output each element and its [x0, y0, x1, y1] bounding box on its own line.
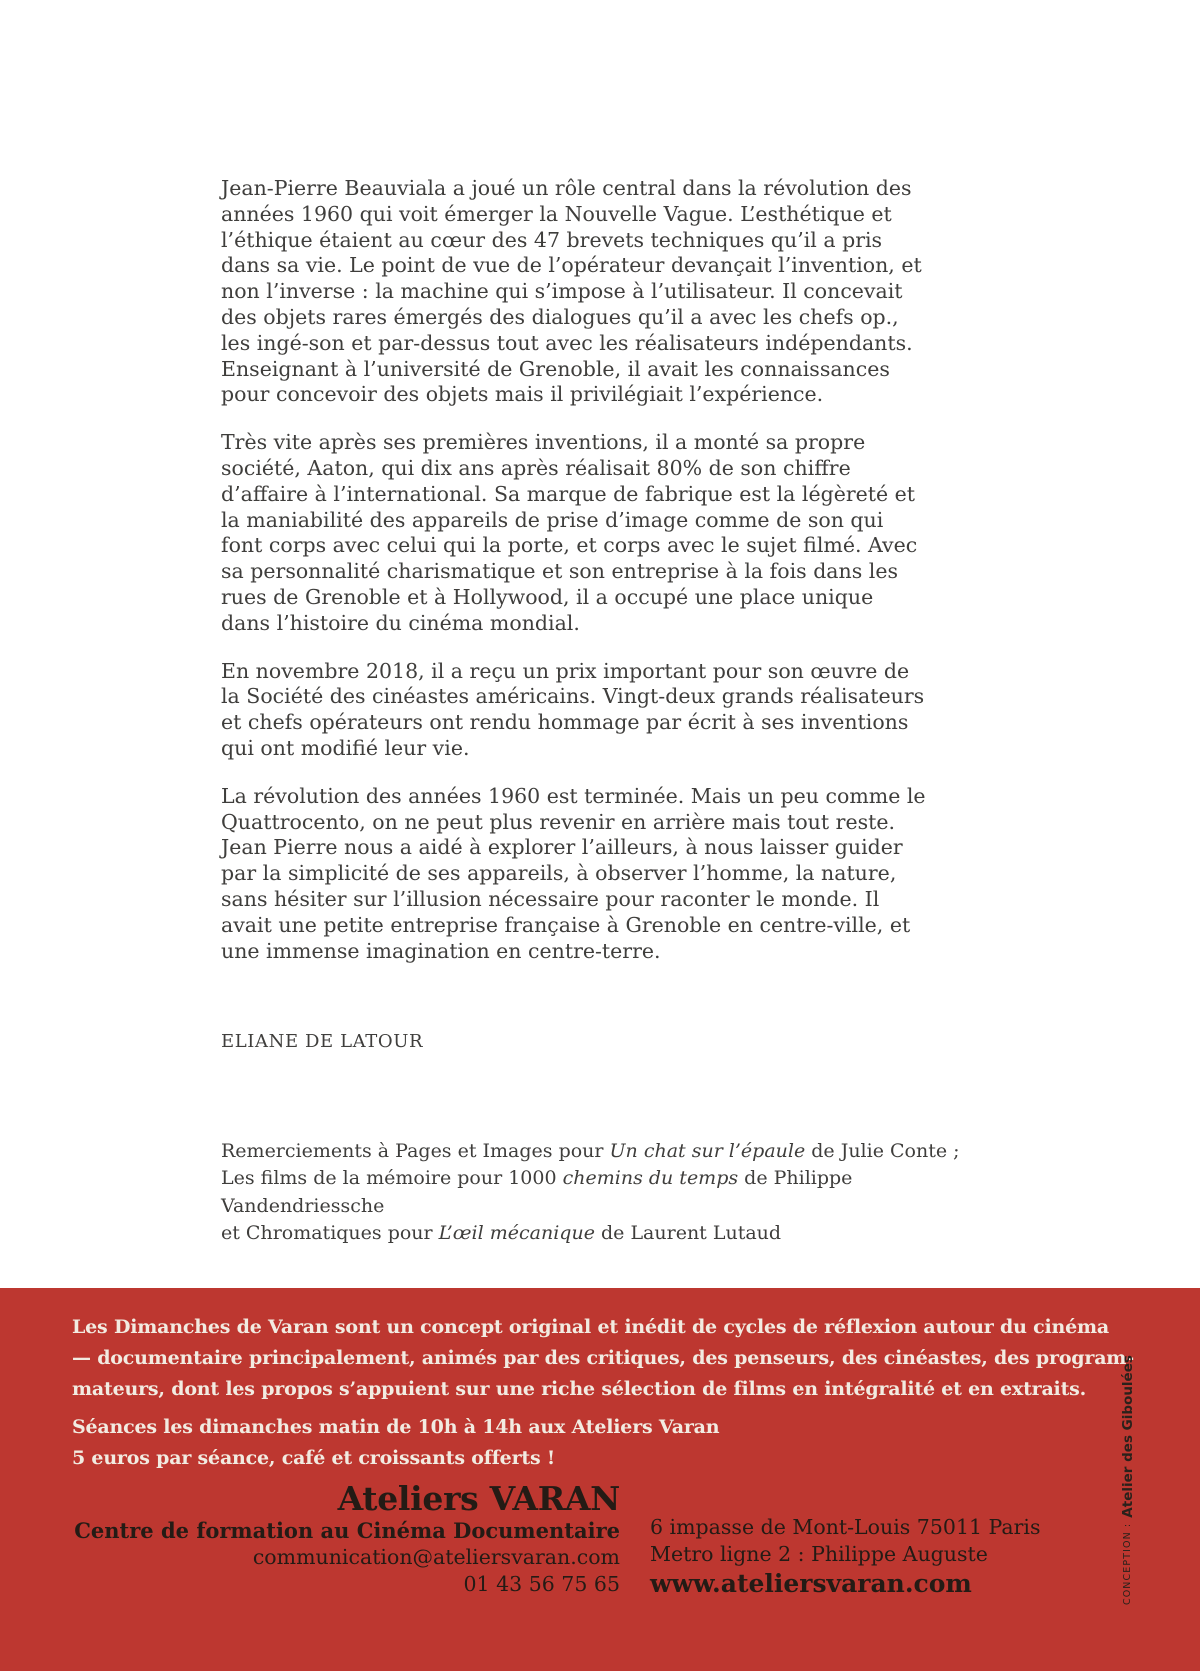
body-paragraph: En novembre 2018, il a reçu un prix important pour son œuvre de la Société des cinéastes américains. Vingt-deux grands réalisateurs et chefs opérateurs ont rendu hommage par écrit à ses inventions qui ont modifié leur vie.	[221, 658, 925, 760]
banner-intro-line: Les Dimanches de Varan sont un concept original et inédit de cycles de réflexion autour du cinéma	[72, 1316, 1110, 1338]
film-title: chemins du temps	[562, 1167, 739, 1190]
credit-text: de Philippe Vandendriessche	[221, 1167, 853, 1217]
banner-schedule	[72, 1412, 719, 1474]
org-subtitle: Centre de formation au Cinéma Documentaire	[74, 1518, 620, 1543]
banner-intro-line: — documentaire principalement, animés par des critiques, des penseurs, des cinéastes, des program-	[72, 1347, 1134, 1369]
conception-credit	[1118, 1355, 1137, 1605]
body-paragraph: Très vite après ses premières inventions, il a monté sa propre société, Aaton, qui dix ans après réalisait 80% de son chiffre d’affaire à l’international. Sa marque de fabrique est la légèreté et la maniabilité des appareils de prise d’image comme de son qui font corps avec celui qui la porte, et corps avec le sujet filmé. Avec sa personnalité charismatique et son entreprise à la fois dans les rues de Grenoble et à Hollywood, il a occupé une place unique dans l’histoire du cinéma mondial.	[221, 430, 918, 635]
website-url: www.ateliersvaran.com	[650, 1569, 972, 1599]
org-email: communication@ateliersvaran.com	[252, 1545, 620, 1570]
credit-text: et Chromatiques pour	[221, 1222, 439, 1245]
credit-text: de Laurent Lutaud	[594, 1222, 782, 1245]
banner-intro	[72, 1312, 1134, 1405]
schedule-line: 5 euros par séance, café et croissants offerts !	[72, 1447, 556, 1469]
credit-line	[221, 1220, 1001, 1247]
credit-text: de Julie Conte ;	[805, 1140, 960, 1162]
organization-block	[0, 1481, 620, 1599]
credit-text: Les films de la mémoire pour 1000	[221, 1167, 563, 1190]
footer-banner	[0, 1288, 1200, 1671]
body-paragraph: La révolution des années 1960 est terminée. Mais un peu comme le Quattrocento, on ne peut plus revenir en arrière mais tout reste. Jean Pierre nous a aidé à explorer l’ailleurs, à nous laisser guider par la simplicité de ses appareils, à observer l’homme, la nature, sans hésiter sur l’illusion nécessaire pour raconter le monde. Il avait une petite entreprise française à Grenoble en centre-ville, et une immense imagination en centre-terre.	[221, 783, 926, 963]
credit-text: Remerciements à Pages et Images pour	[221, 1140, 610, 1162]
credits-section	[221, 1138, 1001, 1248]
conception-value: Atelier des Giboulées	[1120, 1355, 1136, 1518]
credit-line	[221, 1165, 1001, 1220]
org-phone: 01 43 56 75 65	[463, 1572, 620, 1597]
schedule-line: Séances les dimanches matin de 10h à 14h aux Ateliers Varan	[72, 1416, 720, 1438]
film-title: L’œil mécanique	[438, 1222, 595, 1245]
address-block	[650, 1514, 1041, 1600]
conception-label: CONCEPTION :	[1122, 1522, 1133, 1605]
body-paragraph: Jean-Pierre Beauviala a joué un rôle central dans la révolution des années 1960 qui voit émerger la Nouvelle Vague. L’esthétique et l’éthique étaient au cœur des 47 brevets techniques qu’il a pris dans sa vie. Le point de vue de l’opérateur devançait l’invention, et non l’inverse : la machine qui s’impose à l’utilisateur. Il concevait des objets rares émergés des dialogues qu’il a avec les chefs op., les ingé-son et par-dessus tout avec les réalisateurs indépendants. Enseignant à l’université de Grenoble, il avait les connaissances pour concevoir des objets mais il privilégiait l’expérience.	[221, 176, 922, 407]
article-section	[221, 176, 927, 986]
author-signature: ELIANE DE LATOUR	[221, 1031, 424, 1052]
credit-line	[221, 1138, 1001, 1165]
banner-intro-line: mateurs, dont les propos s’appuient sur une riche sélection de films en intégralité et en extraits.	[72, 1378, 1087, 1400]
address-line-2: Metro ligne 2 : Philippe Auguste	[650, 1542, 988, 1567]
address-line-1: 6 impasse de Mont-Louis 75011 Paris	[650, 1515, 1041, 1539]
film-title: Un chat sur l’épaule	[609, 1140, 806, 1162]
org-name: Ateliers VARAN	[337, 1479, 620, 1518]
